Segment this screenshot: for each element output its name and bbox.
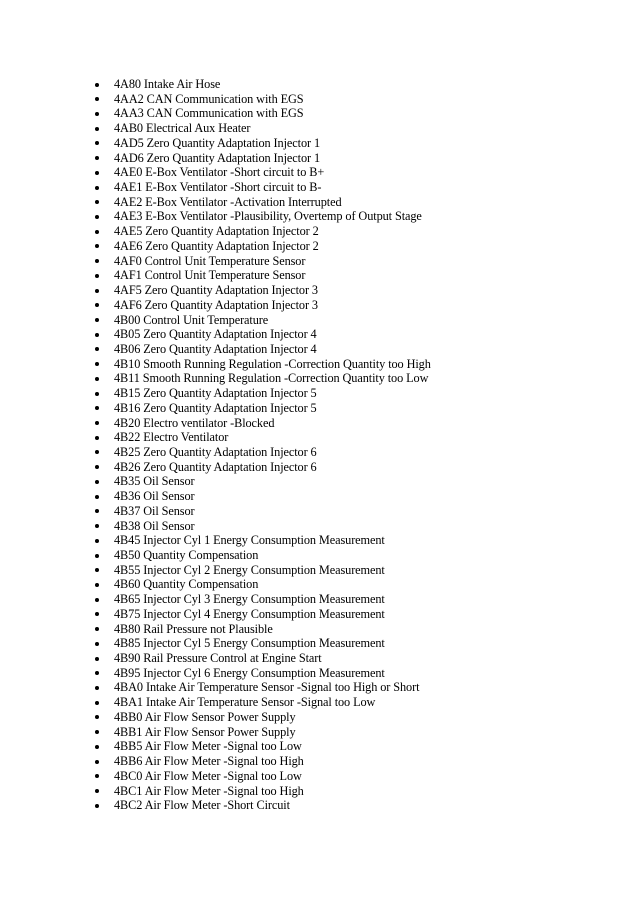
bullet-icon <box>95 127 99 131</box>
list-item-text: 4AF1 Control Unit Temperature Sensor <box>114 268 306 283</box>
bullet-icon <box>95 730 99 734</box>
list-item-text: 4BA1 Intake Air Temperature Sensor -Signal too Low <box>114 695 376 710</box>
bullet-icon <box>95 244 99 248</box>
bullet-icon <box>95 289 99 293</box>
list-item-text: 4AE6 Zero Quantity Adaptation Injector 2 <box>114 238 319 253</box>
list-item <box>89 209 609 224</box>
list-item <box>89 489 609 504</box>
list-item-text: 4B50 Quantity Compensation <box>114 548 259 562</box>
bullet-icon <box>95 495 99 499</box>
list-item <box>89 577 609 592</box>
list-item <box>89 460 609 475</box>
list-item <box>89 769 609 784</box>
list-item-text: 4BB5 Air Flow Meter -Signal too Low <box>114 739 302 754</box>
bullet-icon <box>95 303 99 307</box>
list-item-text: 4B11 Smooth Running Regulation -Correction Quantity too Low <box>114 371 429 386</box>
bullet-icon <box>95 715 99 719</box>
list-item <box>89 165 609 180</box>
list-item-text: 4AF0 Control Unit Temperature Sensor <box>114 253 306 268</box>
list-item-text: 4B85 Injector Cyl 5 Energy Consumption Measurement <box>114 636 385 651</box>
list-item-text: 4B37 Oil Sensor <box>114 503 195 518</box>
bullet-icon <box>95 671 99 675</box>
list-item <box>89 180 609 195</box>
list-item-text: 4AA3 CAN Communication with EGS <box>114 106 304 121</box>
bullet-icon <box>95 141 99 145</box>
bullet-icon <box>95 612 99 616</box>
list-item-text: 4B00 Control Unit Temperature <box>114 312 269 327</box>
bullet-icon <box>95 112 99 116</box>
bullet-icon <box>95 333 99 337</box>
fault-code-list <box>89 77 609 813</box>
list-item <box>89 798 609 813</box>
list-item-text: 4B15 Zero Quantity Adaptation Injector 5 <box>114 386 317 401</box>
list-item-text: 4B05 Zero Quantity Adaptation Injector 4 <box>114 327 317 342</box>
list-item <box>89 386 609 401</box>
list-item <box>89 371 609 386</box>
bullet-icon <box>95 230 99 234</box>
bullet-icon <box>95 568 99 572</box>
bullet-icon <box>95 318 99 322</box>
list-item-text: 4AE1 E-Box Ventilator -Short circuit to B- <box>114 180 322 195</box>
list-item-text: 4AB0 Electrical Aux Heater <box>114 121 251 136</box>
list-item-text: 4B95 Injector Cyl 6 Energy Consumption Measurement <box>114 665 385 680</box>
list-item <box>89 151 609 166</box>
bullet-icon <box>95 789 99 793</box>
list-item-text: 4BC0 Air Flow Meter -Signal too Low <box>114 768 302 783</box>
list-item-text: 4B55 Injector Cyl 2 Energy Consumption Measurement <box>114 562 385 577</box>
list-item-text: 4B25 Zero Quantity Adaptation Injector 6 <box>114 444 317 459</box>
list-item <box>89 313 609 328</box>
list-item <box>89 636 609 651</box>
list-item <box>89 519 609 534</box>
list-item-text: 4AE2 E-Box Ventilator -Activation Interrupted <box>114 194 342 209</box>
list-item-text: 4BC2 Air Flow Meter -Short Circuit <box>114 798 290 813</box>
bullet-icon <box>95 377 99 381</box>
list-item <box>89 416 609 431</box>
list-item-text: 4AF5 Zero Quantity Adaptation Injector 3 <box>114 283 318 298</box>
bullet-icon <box>95 598 99 602</box>
list-item-text: 4B26 Zero Quantity Adaptation Injector 6 <box>114 459 317 474</box>
list-item <box>89 268 609 283</box>
list-item-text: 4B22 Electro Ventilator <box>114 430 229 445</box>
list-item <box>89 298 609 313</box>
list-item-text: 4B80 Rail Pressure not Plausible <box>114 621 273 636</box>
list-item-text: 4B45 Injector Cyl 1 Energy Consumption Measurement <box>114 533 385 548</box>
bullet-icon <box>95 215 99 219</box>
list-item <box>89 680 609 695</box>
bullet-icon <box>95 509 99 513</box>
list-item <box>89 563 609 578</box>
list-item <box>89 504 609 519</box>
list-item-text: 4B65 Injector Cyl 3 Energy Consumption Measurement <box>114 592 385 607</box>
bullet-icon <box>95 347 99 351</box>
bullet-icon <box>95 171 99 175</box>
list-item <box>89 77 609 92</box>
list-item <box>89 430 609 445</box>
bullet-icon <box>95 539 99 543</box>
list-item <box>89 92 609 107</box>
list-item-text: 4AA2 CAN Communication with EGS <box>114 91 304 106</box>
list-item <box>89 695 609 710</box>
bullet-icon <box>95 657 99 661</box>
list-item-text: 4B90 Rail Pressure Control at Engine Start <box>114 651 322 666</box>
bullet-icon <box>95 421 99 425</box>
list-item <box>89 195 609 210</box>
bullet-icon <box>95 436 99 440</box>
list-item <box>89 784 609 799</box>
list-item-text: 4B36 Oil Sensor <box>114 489 195 504</box>
list-item <box>89 710 609 725</box>
list-item <box>89 548 609 563</box>
list-item <box>89 739 609 754</box>
bullet-icon <box>95 274 99 278</box>
list-item-text: 4B16 Zero Quantity Adaptation Injector 5 <box>114 400 317 415</box>
list-item-text: 4B10 Smooth Running Regulation -Correction Quantity too High <box>114 356 431 371</box>
list-item <box>89 651 609 666</box>
list-item-text: 4AD6 Zero Quantity Adaptation Injector 1 <box>114 150 321 165</box>
bullet-icon <box>95 627 99 631</box>
list-item <box>89 533 609 548</box>
list-item-text: 4B35 Oil Sensor <box>114 474 195 489</box>
list-item <box>89 283 609 298</box>
bullet-icon <box>95 642 99 646</box>
list-item <box>89 254 609 269</box>
list-item <box>89 666 609 681</box>
list-item <box>89 239 609 254</box>
list-item-text: 4BB0 Air Flow Sensor Power Supply <box>114 709 296 724</box>
bullet-icon <box>95 97 99 101</box>
bullet-icon <box>95 701 99 705</box>
list-item-text: 4A80 Intake Air Hose <box>114 77 221 91</box>
bullet-icon <box>95 774 99 778</box>
list-item-text: 4BB1 Air Flow Sensor Power Supply <box>114 724 296 739</box>
list-item <box>89 121 609 136</box>
list-item <box>89 342 609 357</box>
list-item-text: 4AD5 Zero Quantity Adaptation Injector 1 <box>114 135 321 150</box>
list-item-text: 4BB6 Air Flow Meter -Signal too High <box>114 754 304 769</box>
bullet-icon <box>95 259 99 263</box>
bullet-icon <box>95 686 99 690</box>
bullet-icon <box>95 392 99 396</box>
list-item-text: 4B60 Quantity Compensation <box>114 577 259 592</box>
list-item <box>89 445 609 460</box>
bullet-icon <box>95 524 99 528</box>
list-item-text: 4B06 Zero Quantity Adaptation Injector 4 <box>114 341 317 356</box>
bullet-icon <box>95 480 99 484</box>
list-item <box>89 106 609 121</box>
list-item <box>89 622 609 637</box>
list-item-text: 4AE0 E-Box Ventilator -Short circuit to B+ <box>114 165 325 180</box>
list-item-text: 4BC1 Air Flow Meter -Signal too High <box>114 783 304 798</box>
list-item-text: 4B20 Electro ventilator -Blocked <box>114 415 275 430</box>
bullet-icon <box>95 583 99 587</box>
list-item <box>89 136 609 151</box>
bullet-icon <box>95 156 99 160</box>
bullet-icon <box>95 745 99 749</box>
list-item-text: 4AE3 E-Box Ventilator -Plausibility, Overtemp of Output Stage <box>114 209 422 224</box>
bullet-icon <box>95 406 99 410</box>
list-item <box>89 754 609 769</box>
list-item <box>89 357 609 372</box>
list-item <box>89 607 609 622</box>
bullet-icon <box>95 804 99 808</box>
bullet-icon <box>95 200 99 204</box>
list-item <box>89 224 609 239</box>
bullet-icon <box>95 450 99 454</box>
list-item <box>89 725 609 740</box>
bullet-icon <box>95 362 99 366</box>
bullet-icon <box>95 554 99 558</box>
bullet-icon <box>95 465 99 469</box>
bullet-icon <box>95 186 99 190</box>
list-item <box>89 474 609 489</box>
list-item <box>89 327 609 342</box>
list-item-text: 4AF6 Zero Quantity Adaptation Injector 3 <box>114 297 318 312</box>
bullet-icon <box>95 83 99 87</box>
list-item <box>89 592 609 607</box>
list-item-text: 4AE5 Zero Quantity Adaptation Injector 2 <box>114 224 319 239</box>
list-item-text: 4BA0 Intake Air Temperature Sensor -Signal too High or Short <box>114 680 420 695</box>
list-item <box>89 401 609 416</box>
list-item-text: 4B75 Injector Cyl 4 Energy Consumption Measurement <box>114 606 385 621</box>
list-item-text: 4B38 Oil Sensor <box>114 518 195 533</box>
bullet-icon <box>95 760 99 764</box>
